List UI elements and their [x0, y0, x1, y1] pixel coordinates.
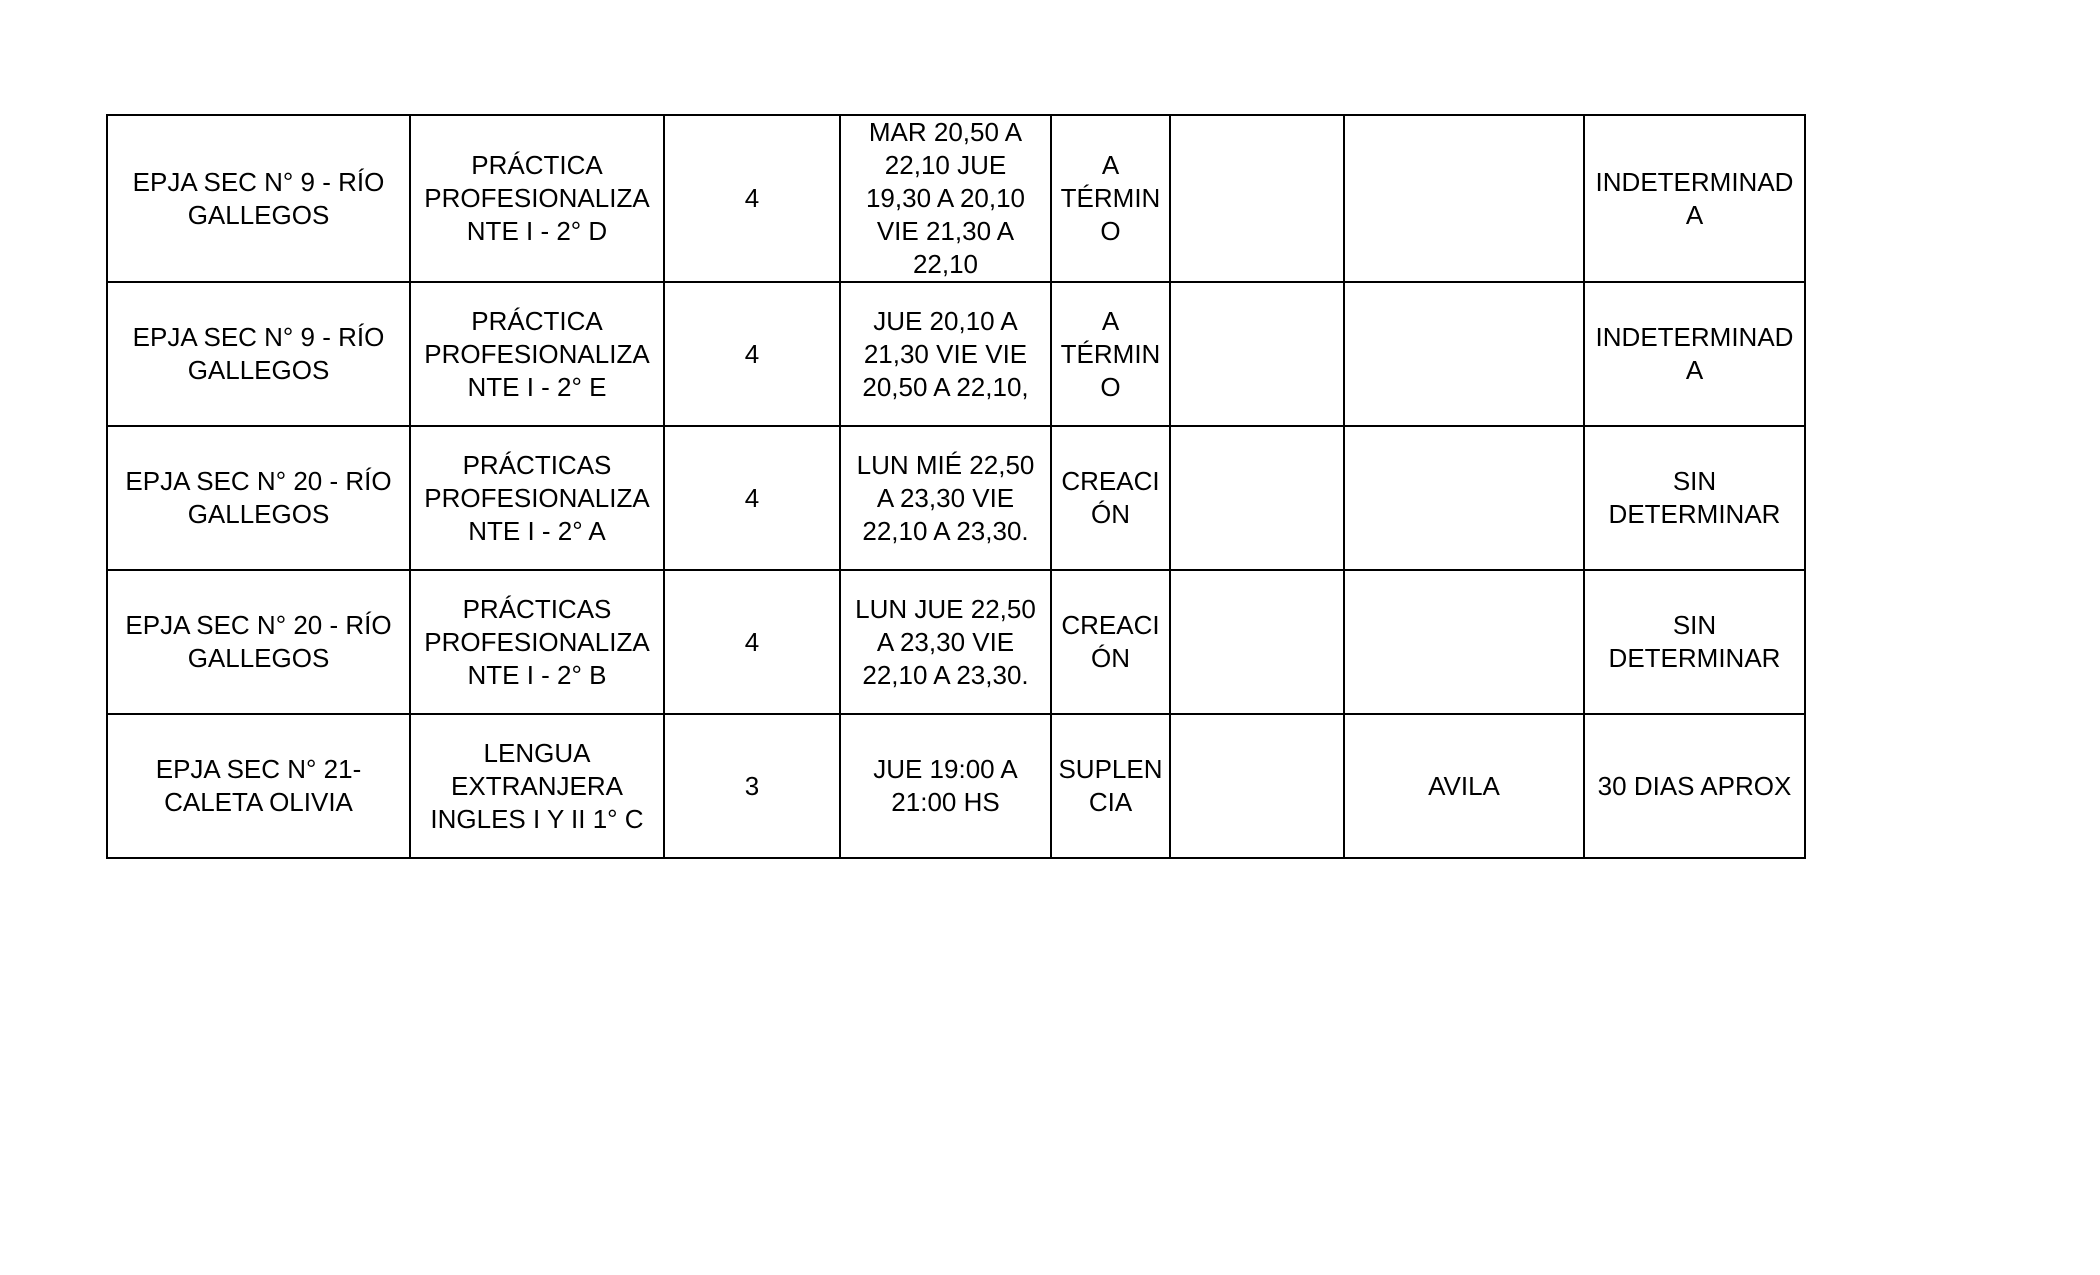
- cell-horario: MAR 20,50 A 22,10 JUE 19,30 A 20,10 VIE 21,30 A 22,10: [840, 115, 1051, 282]
- cell-escuela: EPJA SEC N° 20 - RÍO GALLEGOS: [107, 426, 410, 570]
- table-row: [107, 570, 1805, 714]
- cell-horas: 3: [664, 714, 840, 858]
- cell-espacio: PRÁCTICA PROFESIONALIZA NTE I - 2° E: [410, 282, 664, 426]
- cell-duracion: INDETERMINAD A: [1584, 282, 1805, 426]
- cell-situacion: CREACI ÓN: [1051, 570, 1170, 714]
- cell-situacion: CREACI ÓN: [1051, 426, 1170, 570]
- cell-empty: [1170, 570, 1344, 714]
- cell-espacio: PRÁCTICAS PROFESIONALIZA NTE I - 2° B: [410, 570, 664, 714]
- cell-duracion: SIN DETERMINAR: [1584, 570, 1805, 714]
- cell-situacion: A TÉRMIN O: [1051, 115, 1170, 282]
- cell-horas: 4: [664, 426, 840, 570]
- cell-duracion: INDETERMINAD A: [1584, 115, 1805, 282]
- vacancies-table: [106, 114, 1806, 859]
- cell-reemplaza: [1344, 426, 1584, 570]
- cell-empty: [1170, 115, 1344, 282]
- cell-horas: 4: [664, 570, 840, 714]
- cell-horas: 4: [664, 115, 840, 282]
- cell-situacion: A TÉRMIN O: [1051, 282, 1170, 426]
- cell-espacio: LENGUA EXTRANJERA INGLES I Y II 1° C: [410, 714, 664, 858]
- table-row: [107, 426, 1805, 570]
- cell-escuela: EPJA SEC N° 9 - RÍO GALLEGOS: [107, 282, 410, 426]
- cell-reemplaza: AVILA: [1344, 714, 1584, 858]
- cell-espacio: PRÁCTICA PROFESIONALIZA NTE I - 2° D: [410, 115, 664, 282]
- cell-espacio: PRÁCTICAS PROFESIONALIZA NTE I - 2° A: [410, 426, 664, 570]
- cell-horario: JUE 19:00 A 21:00 HS: [840, 714, 1051, 858]
- table-row: [107, 115, 1805, 282]
- cell-horario: JUE 20,10 A 21,30 VIE VIE 20,50 A 22,10,: [840, 282, 1051, 426]
- cell-escuela: EPJA SEC N° 21- CALETA OLIVIA: [107, 714, 410, 858]
- cell-horas: 4: [664, 282, 840, 426]
- cell-horario: LUN MIÉ 22,50 A 23,30 VIE 22,10 A 23,30.: [840, 426, 1051, 570]
- cell-reemplaza: [1344, 282, 1584, 426]
- cell-empty: [1170, 426, 1344, 570]
- cell-escuela: EPJA SEC N° 20 - RÍO GALLEGOS: [107, 570, 410, 714]
- cell-escuela: EPJA SEC N° 9 - RÍO GALLEGOS: [107, 115, 410, 282]
- cell-situacion: SUPLEN CIA: [1051, 714, 1170, 858]
- cell-reemplaza: [1344, 570, 1584, 714]
- cell-horario: LUN JUE 22,50 A 23,30 VIE 22,10 A 23,30.: [840, 570, 1051, 714]
- cell-empty: [1170, 282, 1344, 426]
- table-row: [107, 282, 1805, 426]
- cell-empty: [1170, 714, 1344, 858]
- cell-duracion: SIN DETERMINAR: [1584, 426, 1805, 570]
- cell-reemplaza: [1344, 115, 1584, 282]
- table-row: [107, 714, 1805, 858]
- cell-duracion: 30 DIAS APROX: [1584, 714, 1805, 858]
